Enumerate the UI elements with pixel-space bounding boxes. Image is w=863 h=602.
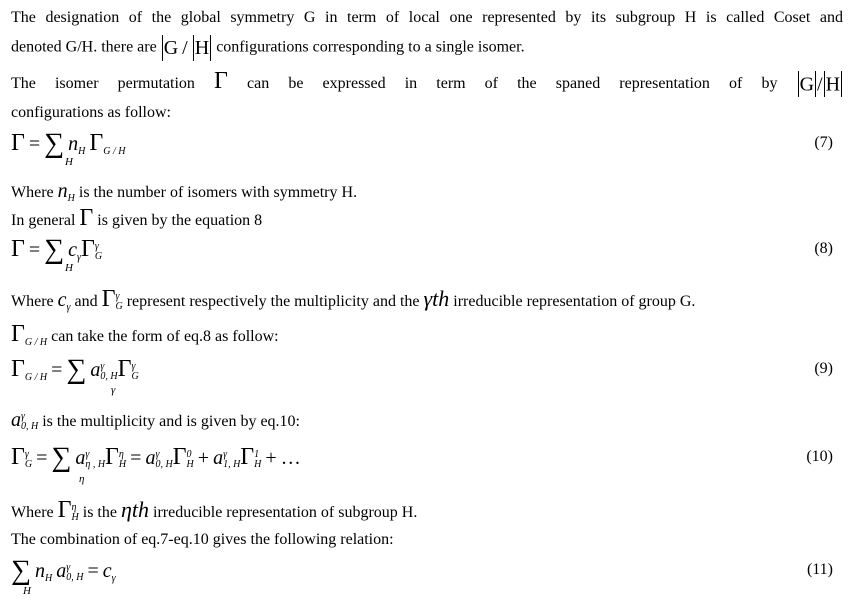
plus: + <box>265 447 277 469</box>
equals: = <box>51 359 63 381</box>
gamma: Γ <box>11 356 25 382</box>
gh-slash: / <box>817 73 823 96</box>
equals: = <box>87 560 99 582</box>
sub-gamma: γ <box>111 573 116 585</box>
paragraph-coset-line1: The designation of the global symmetry G in term of local one represented by its subgroup H is called Coset and <box>11 9 843 26</box>
equation-11 <box>11 553 851 597</box>
text: Where <box>11 184 54 201</box>
sum-index: η <box>79 473 85 485</box>
a: a <box>11 409 21 431</box>
abs-bar <box>162 35 163 61</box>
sup-sub: γ G <box>94 241 103 263</box>
gamma: Γ <box>11 236 25 262</box>
equation-number: (8) <box>814 240 833 257</box>
equation-8 <box>11 232 851 272</box>
a: a <box>145 447 156 469</box>
sup-sub: η H <box>118 449 127 471</box>
a: a <box>213 447 224 469</box>
sup-sub: γ 0, H <box>21 411 39 433</box>
sup-sub: γ G <box>131 361 139 383</box>
gamma: Γ <box>11 130 25 156</box>
paragraph-combination: The combination of eq.7-eq.10 gives the following relation: <box>11 531 394 548</box>
paragraph-nh <box>11 181 357 209</box>
equals: = <box>36 447 48 469</box>
a: a <box>56 560 67 582</box>
abs-bar <box>210 35 211 61</box>
sum-index: γ <box>111 384 116 396</box>
gamma: Γ <box>11 321 25 347</box>
gamma: Γ <box>117 356 132 382</box>
text: Where <box>11 504 54 521</box>
equation-number: (7) <box>814 134 833 151</box>
sub-GH: G / H <box>103 146 126 158</box>
text: denoted G/H. there are <box>11 38 157 56</box>
sub-H: H <box>78 146 86 158</box>
sub-GH: G / H <box>24 337 48 349</box>
gamma-th: γth <box>423 286 450 311</box>
gamma: Γ <box>57 497 72 523</box>
paragraph-cgamma <box>11 286 696 318</box>
gamma: Γ <box>105 444 119 470</box>
text: Where <box>11 293 54 310</box>
sup-sub: γ 0, H <box>155 449 173 471</box>
equation-number: (11) <box>806 561 833 578</box>
gamma: Γ <box>101 286 116 312</box>
text: can be expressed in term of the spaned representation of by <box>247 75 778 92</box>
equation-number: (10) <box>806 448 833 465</box>
n: n <box>68 133 79 155</box>
gh-ratio <box>797 73 843 96</box>
sup-sub: γ 1, H <box>223 449 241 471</box>
paragraph-a-mult <box>11 410 300 432</box>
a: a <box>75 447 86 469</box>
sup-sub: γ G <box>24 449 33 471</box>
paragraph-follow: configurations as follow: <box>11 104 171 121</box>
text: is given by the equation 8 <box>97 212 263 229</box>
paragraph-coset-line2 <box>11 35 525 61</box>
sup-sub: γ 0, H <box>66 562 84 584</box>
equals: = <box>28 133 41 155</box>
c: c <box>57 289 67 311</box>
sup-sub: η H <box>71 502 79 524</box>
sum-symbol: ∑ <box>44 128 65 159</box>
equation-number: (9) <box>814 360 833 377</box>
sum-symbol: ∑ <box>44 234 65 265</box>
gamma: Γ <box>89 130 104 156</box>
text: irreducible representation of subgroup H. <box>153 504 418 521</box>
c: c <box>68 239 78 261</box>
sup-sub: γ G <box>115 291 123 313</box>
plus: + <box>197 447 210 469</box>
gamma-symbol: Γ <box>214 68 228 94</box>
equals: = <box>28 239 41 261</box>
sum-symbol: ∑ <box>51 442 72 473</box>
gh-H: H <box>194 37 210 59</box>
text: represent respectively the multiplicity and the <box>126 293 420 310</box>
text: In general <box>11 212 76 229</box>
text: can take the form of eq.8 as follow: <box>51 328 279 345</box>
text: The isomer permutation <box>11 75 195 92</box>
sum-index: H <box>65 156 73 168</box>
gamma: Γ <box>172 444 187 470</box>
paragraph-eta <box>11 497 418 524</box>
sub-H: H <box>67 193 75 205</box>
paragraph-gh-form <box>11 321 279 353</box>
sup-sub: γ 0, H <box>100 361 118 383</box>
gamma: Γ <box>80 236 95 262</box>
equation-7 <box>11 126 851 166</box>
sum-symbol: ∑ <box>66 354 87 385</box>
eta-th: ηth <box>120 497 149 522</box>
gamma: Γ <box>11 444 25 470</box>
sub-gamma: γ <box>77 252 81 264</box>
ellipsis: … <box>280 447 301 469</box>
equation-10 <box>11 440 851 485</box>
sub-GH: G / H <box>24 372 48 384</box>
text: is the multiplicity and is given by eq.10: <box>42 413 300 430</box>
sup-sub: γ η , H <box>85 449 106 471</box>
gh-G: G <box>799 73 815 96</box>
text: irreducible representation of group G. <box>453 293 696 310</box>
n: n <box>34 560 45 582</box>
sub-gamma: γ <box>66 302 71 314</box>
sum-index: H <box>65 262 73 274</box>
paragraph-permutation <box>11 68 843 97</box>
sum-symbol: ∑ <box>11 555 31 586</box>
gamma: Γ <box>79 205 94 231</box>
sup-sub: 0 H <box>186 449 194 471</box>
n: n <box>57 180 68 202</box>
text: and <box>74 293 98 310</box>
paragraph-general <box>11 205 263 231</box>
sup-sub: 1 H <box>254 449 262 471</box>
c: c <box>102 560 112 582</box>
gh-H: H <box>825 73 841 96</box>
gh-slash: / <box>182 37 188 59</box>
a: a <box>90 359 101 381</box>
text: is the number of isomers with symmetry H. <box>78 184 358 201</box>
text: is the <box>82 504 117 521</box>
abs-bar <box>193 35 194 61</box>
gh-G: G <box>163 37 179 59</box>
sum-index: H <box>23 585 31 597</box>
equals: = <box>130 447 142 469</box>
equation-9 <box>11 352 851 396</box>
text: configurations corresponding to a single isomer. <box>216 38 525 56</box>
gamma: Γ <box>240 444 255 470</box>
sub-H: H <box>44 573 53 585</box>
